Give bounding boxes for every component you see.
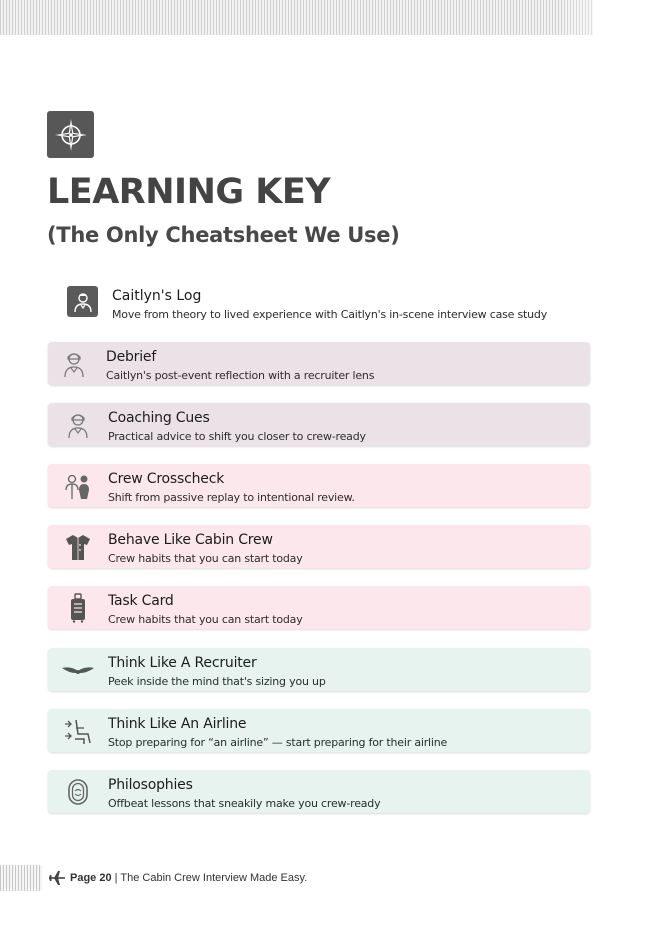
uniform-shirt-icon [62, 531, 94, 563]
legend-item-debrief [48, 342, 590, 385]
footer-stripe-band [0, 865, 42, 891]
legend-item-description: Crew habits that you can start today [108, 613, 303, 626]
flight-attendant-icon [62, 409, 94, 441]
legend-item-description: Crew habits that you can start today [108, 552, 303, 565]
legend-item-description: Stop preparing for “an airline” — start preparing for their airline [108, 736, 448, 749]
legend-item-think-like-a-recruiter [48, 648, 590, 691]
compass-star-icon [47, 111, 94, 158]
legend-item-title: Crew Crosscheck [108, 471, 225, 487]
legend-item-caitlyns-log [66, 284, 586, 324]
legend-item-description: Caitlyn's post-event reflection with a recruiter lens [106, 369, 375, 382]
legend-item-description: Offbeat lessons that sneakily make you crew-ready [108, 797, 381, 810]
legend-item-think-like-an-airline [48, 709, 590, 752]
legend-item-title: Coaching Cues [108, 410, 210, 426]
top-stripe-band [0, 0, 593, 35]
legend-item-description: Shift from passive replay to intentional review. [108, 491, 355, 504]
legend-item-title: Caitlyn's Log [112, 288, 202, 304]
airline-seat-icon [62, 715, 94, 747]
airplane-icon [48, 869, 66, 887]
legend-item-task-card [48, 586, 590, 629]
aircraft-window-icon [62, 776, 94, 808]
legend-item-description: Move from theory to lived experience with Caitlyn's in-scene interview case study [112, 308, 548, 321]
luggage-icon [62, 592, 94, 624]
legend-item-coaching-cues [48, 403, 590, 446]
page-number: Page 20 [70, 872, 112, 884]
legend-item-title: Task Card [108, 593, 174, 609]
crew-pair-icon [62, 470, 94, 502]
flight-attendant-portrait-icon [67, 286, 98, 317]
wings-icon [60, 654, 96, 686]
legend-item-crew-crosscheck [48, 464, 590, 507]
legend-item-title: Behave Like Cabin Crew [108, 532, 273, 548]
footer-book-title: The Cabin Crew Interview Made Easy. [120, 872, 308, 884]
legend-item-title: Debrief [106, 349, 157, 365]
legend-item-behave-like-cabin-crew [48, 525, 590, 568]
flight-attendant-icon [58, 348, 90, 380]
legend-item-title: Philosophies [108, 777, 193, 793]
footer-separator: | [111, 872, 121, 884]
page-subtitle: (The Only Cheatsheet We Use) [47, 223, 400, 247]
legend-item-description: Practical advice to shift you closer to crew-ready [108, 430, 366, 443]
page-footer [70, 872, 307, 884]
top-stripe-fade [560, 0, 593, 35]
legend-item-description: Peek inside the mind that's sizing you up [108, 675, 326, 688]
page-title: LEARNING KEY [47, 172, 331, 212]
legend-item-title: Think Like A Recruiter [108, 655, 257, 671]
legend-item-title: Think Like An Airline [108, 716, 247, 732]
legend-item-philosophies [48, 770, 590, 813]
